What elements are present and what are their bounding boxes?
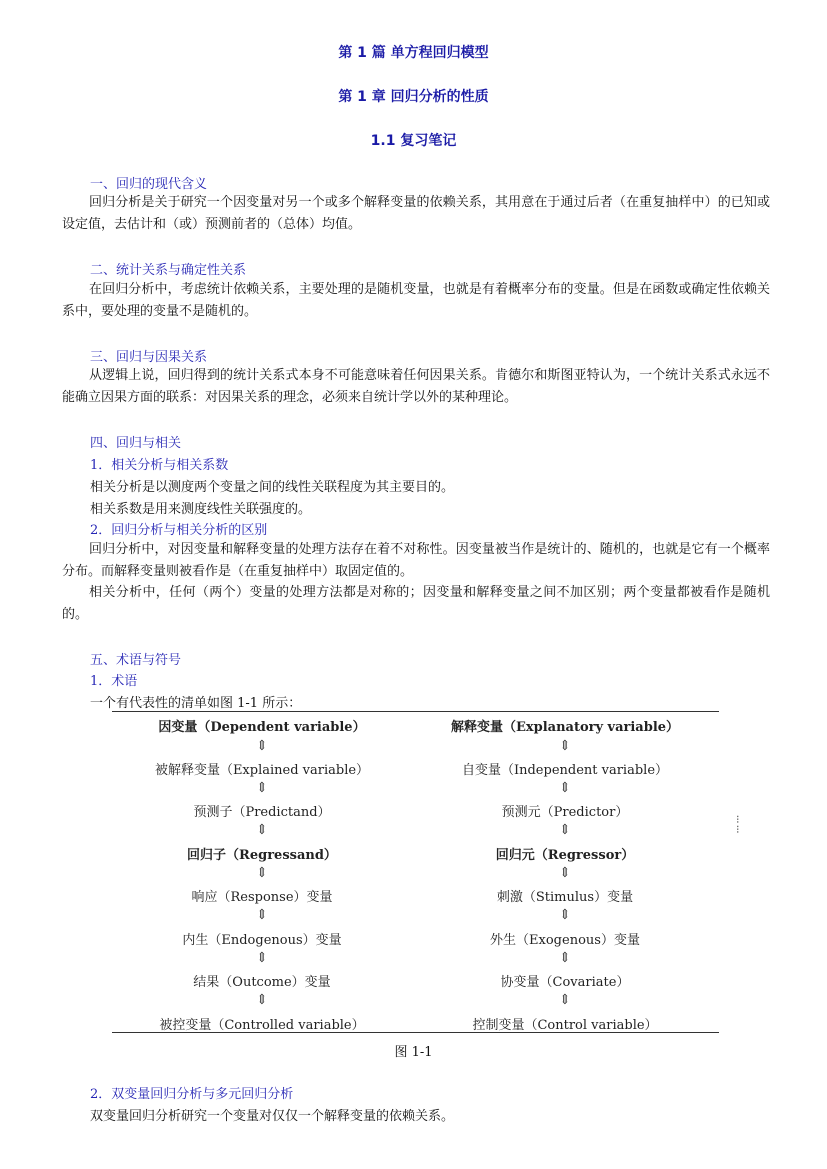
left-term: 结果（Outcome）变量 [193,975,331,990]
scan-mark: ⁝ ⁝ [736,813,740,836]
left-term: 被控变量（Controlled variable） [159,1018,365,1033]
part-title: 第 1 篇 单方程回归模型 [338,45,489,61]
paragraph-regression-causation: 从逻辑上说，回归得到的统计关系式本身不可能意味着任何因果关系。肯德尔和斯图亚特认为，一个统计关系式永远不能确立因果方面的联系：对因果关系的理念，必须来自统计学以外的某种理论。 [62,368,770,405]
double-arrow-icon: ⇕ [256,907,268,923]
right-term: 自变量（Independent variable） [461,763,669,778]
double-arrow-icon: ⇕ [559,780,571,796]
left-term: 预测子（Predictand） [193,805,331,820]
chapter-title: 第 1 章 回归分析的性质 [338,89,489,105]
heading-terminology-notation: 五、术语与符号 [90,653,182,668]
section-title: 1.1 复习笔记 [370,133,457,149]
left-term: 响应（Response）变量 [191,890,333,905]
line-terminology-intro: 一个有代表性的清单如图 1-1 所示： [90,696,302,711]
heading-statistical-vs-deterministic: 二、统计关系与确定性关系 [90,263,247,278]
subheading-terminology: 1．术语 [90,674,138,689]
double-arrow-icon: ⇕ [256,950,268,966]
line-correlation-analysis: 相关分析是以测度两个变量之间的线性关联程度为其主要目的。 [90,480,455,495]
double-arrow-icon: ⇕ [559,738,571,754]
right-term: 外生（Exogenous）变量 [490,933,640,948]
left-term: 内生（Endogenous）变量 [182,933,342,948]
left-term: 因变量（Dependent variable） [158,720,366,735]
left-term: 回归子（Regressand） [187,848,337,863]
right-term: 协变量（Covariate） [500,975,630,990]
figure-bottom-rule [112,1032,719,1033]
double-arrow-icon: ⇕ [559,865,571,881]
double-arrow-icon: ⇕ [559,822,571,838]
subheading-difference: 2．回归分析与相关分析的区别 [90,523,268,538]
heading-regression-correlation: 四、回归与相关 [90,436,182,451]
heading-modern-meaning: 一、回归的现代含义 [90,177,208,192]
line-correlation-coefficient: 相关系数是用来测度线性关联强度的。 [90,502,312,517]
subheading-correlation-coefficient: 1．相关分析与相关系数 [90,458,229,473]
right-term: 控制变量（Control variable） [472,1018,658,1033]
left-term: 被解释变量（Explained variable） [154,763,370,778]
paragraph-regression-asymmetry: 回归分析中，对因变量和解释变量的处理方法存在着不对称性。因变量被当作是统计的、随机的，也就是它有一个概率分布。而解释变量则被看作是（在重复抽样中）取固定值的。 [62,542,770,579]
double-arrow-icon: ⇕ [559,907,571,923]
subheading-bivariate-multiple: 2．双变量回归分析与多元回归分析 [90,1087,294,1102]
double-arrow-icon: ⇕ [256,865,268,881]
figure-caption: 图 1-1 [394,1045,433,1060]
double-arrow-icon: ⇕ [256,738,268,754]
right-term: 解释变量（Explanatory variable） [450,720,680,735]
line-bivariate-regression: 双变量回归分析研究一个变量对仅仅一个解释变量的依赖关系。 [90,1109,455,1124]
right-term: 刺激（Stimulus）变量 [496,890,634,905]
double-arrow-icon: ⇕ [256,780,268,796]
paragraph-correlation-symmetry: 相关分析中，任何（两个）变量的处理方法都是对称的；因变量和解释变量之间不加区别；两个变量都被看作是随机的。 [62,585,770,622]
double-arrow-icon: ⇕ [256,822,268,838]
double-arrow-icon: ⇕ [559,992,571,1008]
double-arrow-icon: ⇕ [559,950,571,966]
paragraph-statistical-vs-deterministic: 在回归分析中，考虑统计依赖关系，主要处理的是随机变量，也就是有着概率分布的变量。但是在函数或确定性依赖关系中，要处理的变量不是随机的。 [62,282,770,319]
paragraph-modern-meaning: 回归分析是关于研究一个因变量对另一个或多个解释变量的依赖关系，其用意在于通过后者（在重复抽样中）的已知或设定值，去估计和（或）预测前者的（总体）均值。 [62,195,770,232]
double-arrow-icon: ⇕ [256,992,268,1008]
right-term: 预测元（Predictor） [501,805,629,820]
figure-top-rule [112,711,719,712]
heading-regression-causation: 三、回归与因果关系 [90,350,208,365]
right-term: 回归元（Regressor） [495,848,635,863]
